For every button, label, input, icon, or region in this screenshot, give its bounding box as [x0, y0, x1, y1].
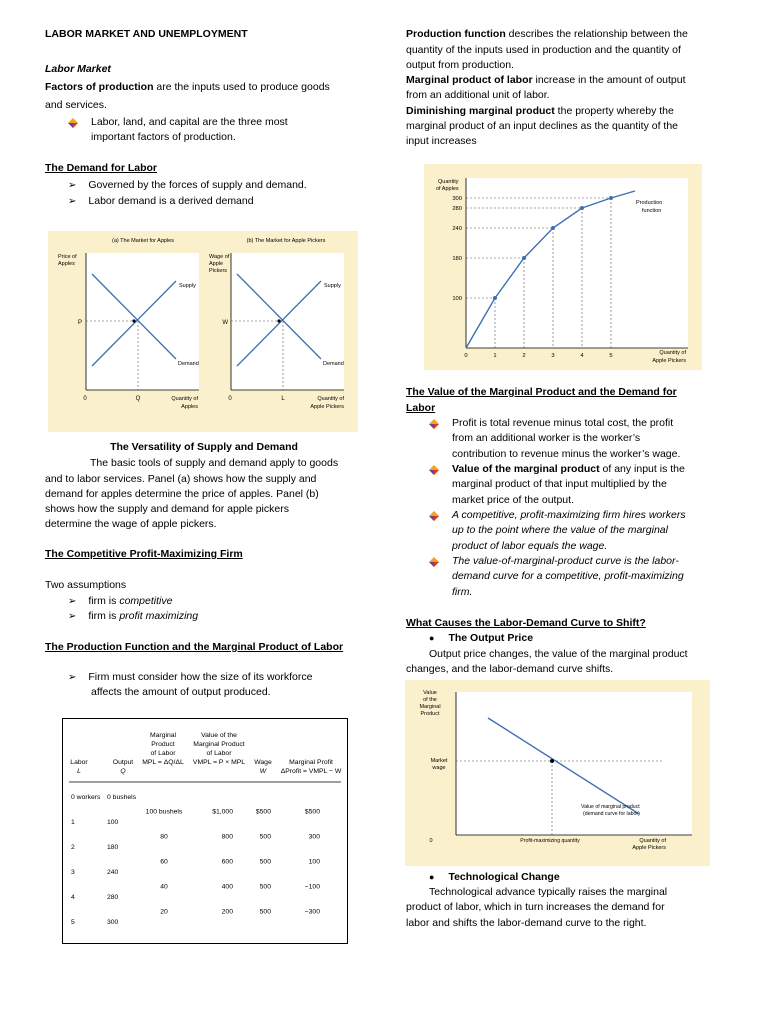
vmp-ylabel-1: Value: [423, 690, 437, 696]
header-vmpl-4: VMPL = P × MPL: [192, 759, 246, 766]
pf-ytick: 280: [452, 206, 462, 212]
table-profit-cell: −100: [304, 883, 320, 891]
header-mpl-3: of Labor: [150, 750, 176, 757]
pf-xtick: 5: [609, 353, 613, 359]
table-labor-cell: 0 workers: [71, 794, 101, 801]
table-profit-cell: 300: [308, 833, 320, 841]
vmp-bullet: Value of the marginal product of any input is the marginal product of that input multiplied by the market price of the output.: [429, 462, 729, 508]
versatility-line: shows how the supply and demand for apple pickers: [45, 503, 289, 515]
diamond-bullet-icon: [429, 511, 439, 521]
factors-definition: [45, 80, 365, 95]
vmp-demand-figure: [405, 680, 710, 866]
header-output-sym: Q: [120, 768, 126, 775]
pf-ytick: 240: [452, 226, 462, 232]
factors-bullet-2: important factors of production.: [91, 131, 236, 144]
table-vmpl-cell: 200: [221, 908, 233, 916]
panel-b-xlabel-1: Quantity of: [317, 396, 344, 402]
versatility-line: The basic tools of supply and demand apply to goods: [90, 457, 339, 469]
vmp-xlabel-1: Quantity of: [639, 838, 666, 844]
vmp-ylabel-2: of the: [423, 697, 437, 703]
output-price-title: ● The Output Price: [429, 632, 534, 644]
document-title: LABOR MARKET AND UNEMPLOYMENT: [45, 28, 248, 40]
factors-def-1: are the inputs used to produce goods: [153, 81, 330, 93]
tech-line: product of labor, which in turn increases the demand for: [406, 901, 665, 913]
panel-b-w-label: W: [222, 320, 228, 326]
pf-line: output from production.: [406, 59, 514, 71]
table-wage-cell: $500: [255, 808, 271, 816]
panel-b-zero: 0: [228, 396, 232, 402]
panel-a-ylabel-2: Apples: [58, 261, 75, 267]
pf-curve-label-2: function: [642, 208, 662, 214]
pf-xlabel-1: Quantity of: [659, 350, 686, 356]
header-vmpl-3: of Labor: [206, 750, 232, 757]
table-mpl-cell: 40: [160, 883, 168, 891]
pf-point: [609, 196, 613, 200]
arrow-bullet-icon: ➢: [68, 672, 77, 683]
pf-xtick: 2: [522, 353, 526, 359]
table-profit-cell: −300: [304, 908, 320, 916]
header-mpl-4: MPL = ΔQ/ΔL: [142, 759, 184, 766]
table-wage-cell: 500: [259, 833, 271, 841]
panel-a-xlabel-1: Quantity of: [171, 396, 198, 402]
panel-b-ylabel-3: Pickers: [209, 268, 228, 274]
table-vmpl-cell: $1,000: [212, 808, 233, 816]
market-wage-2: wage: [432, 765, 446, 771]
dmp-line: marginal product of an input declines as the quantity of the: [406, 120, 679, 132]
production-function-chart: [424, 164, 702, 370]
assumption-item: ➢ firm is profit maximizing: [68, 609, 198, 624]
header-labor: Labor: [70, 759, 88, 766]
demand-item: ➢ Labor demand is a derived demand: [68, 194, 254, 209]
table-profit-cell: 100: [308, 858, 320, 866]
production-bullet: ➢ Firm must consider how the size of its workforce: [68, 670, 312, 685]
tech-title: ● Technological Change: [429, 871, 560, 883]
vmp-ylabel-4: Product: [420, 711, 440, 717]
panel-b-demand-label: Demand: [323, 361, 344, 367]
header-wage-sym: W: [259, 768, 267, 775]
assumption-item: ➢ firm is competitive: [68, 594, 172, 609]
header-profit-2: ΔProfit = VMPL − W: [280, 768, 342, 775]
output-price-line: Output price changes, the value of the marginal product: [429, 648, 688, 660]
pf-ytick: 300: [452, 196, 462, 202]
tech-line: Technological advance typically raises the marginal: [429, 886, 668, 898]
table-output-cell: 100: [107, 819, 119, 826]
arrow-bullet-icon: ➢: [68, 180, 77, 191]
pf-point: [551, 226, 555, 230]
header-profit-1: Marginal Profit: [289, 759, 333, 766]
vmp-bullet: The value-of-marginal-product curve is the labor- demand curve for a competitive, profit-maximizing firm.: [429, 554, 729, 600]
pf-xtick: 3: [551, 353, 555, 359]
supply-demand-figure: [48, 231, 358, 432]
panel-b-l-label: L: [281, 396, 285, 402]
arrow-bullet-icon: ➢: [68, 196, 77, 207]
table-labor-cell: 2: [71, 844, 75, 851]
pf-point: [522, 256, 526, 260]
pf-ytick: 180: [452, 256, 462, 262]
panel-b-title: (b) The Market for Apple Pickers: [246, 238, 326, 244]
output-price-line: changes, and the labor-demand curve shifts.: [406, 663, 614, 675]
vmp-xlabel-2: Apple Pickers: [632, 845, 666, 851]
market-wage-1: Market: [430, 758, 448, 764]
table-profit-cell: $500: [304, 808, 320, 816]
versatility-line: and to labor services. Panel (a) shows how the supply and: [45, 473, 317, 485]
pf-xlabel-2: Apple Pickers: [652, 358, 686, 364]
panel-b-xlabel-2: Apple Pickers: [310, 404, 344, 410]
panel-a-zero: 0: [83, 396, 87, 402]
header-labor-sym: L: [77, 768, 81, 775]
table-vmpl-cell: 600: [221, 858, 233, 866]
table-labor-cell: 5: [71, 919, 75, 926]
factors-term: Factors of production: [45, 81, 154, 93]
vmp-bullet: A competitive, profit-maximizing firm hires workers up to the point where the value of the marginal product of labor equals the wage.: [429, 508, 729, 554]
diamond-bullet-icon: [429, 465, 439, 475]
dmp-line: input increases: [406, 135, 477, 147]
vmp-heading: The Value of the Marginal Product and the Demand for: [406, 386, 677, 398]
table-output-cell: 240: [107, 869, 119, 876]
production-bullet-2: affects the amount of output produced.: [91, 686, 271, 698]
dmp-definition: Diminishing marginal product the property whereby the: [406, 105, 674, 117]
pf-xtick: 1: [493, 353, 497, 359]
panel-a-title: (a) The Market for Apples: [112, 238, 174, 244]
pf-ylabel-1: Quantity: [438, 179, 459, 185]
supply-demand-chart: [48, 231, 358, 432]
pf-definition: Production function describes the relationship between the: [406, 28, 688, 40]
vmp-curve-label-2: (demand curve for labor): [583, 811, 640, 817]
production-table-svg: [63, 719, 347, 943]
production-table: [62, 718, 348, 944]
production-heading: The Production Function and the Marginal Product of Labor: [45, 641, 344, 653]
competitive-heading: The Competitive Profit-Maximizing Firm: [45, 548, 243, 560]
vmp-zero: 0: [429, 838, 433, 844]
demand-heading: The Demand for Labor: [45, 162, 158, 174]
pf-line: quantity of the inputs used in production and the quantity of: [406, 44, 681, 56]
vmp-curve-label-1: Value of marginal product: [581, 804, 640, 810]
panel-b-supply-label: Supply: [324, 283, 341, 289]
arrow-bullet-icon: ➢: [68, 596, 77, 607]
pf-xtick: 4: [580, 353, 584, 359]
vmp-heading-2: Labor: [406, 402, 436, 414]
header-wage: Wage: [254, 759, 272, 766]
diamond-bullet-icon: [429, 557, 439, 567]
two-assumptions: Two assumptions: [45, 579, 127, 591]
table-vmpl-cell: 800: [221, 833, 233, 841]
table-mpl-cell: 60: [160, 858, 168, 866]
table-vmpl-cell: 400: [221, 883, 233, 891]
panel-a-xlabel-2: Apples: [181, 404, 198, 410]
table-output-cell: 280: [107, 894, 119, 901]
vmp-demand-chart: [405, 680, 710, 866]
profit-max-quantity: Profit-maximizing quantity: [520, 838, 580, 844]
panel-b-ylabel-2: Apple: [209, 261, 224, 267]
table-wage-cell: 500: [259, 908, 271, 916]
pf-point: [580, 206, 584, 210]
versatility-line: determine the wage of apple pickers.: [45, 518, 217, 530]
pf-ylabel-2: of Apples: [436, 186, 459, 192]
factors-bullet-1: Labor, land, and capital are the three most: [91, 116, 288, 128]
pf-xtick: 0: [464, 353, 468, 359]
header-vmpl-1: Value of the: [201, 732, 237, 739]
table-output-cell: 180: [107, 844, 119, 851]
table-wage-cell: 500: [259, 883, 271, 891]
header-mpl-2: Product: [151, 741, 175, 748]
panel-a-demand-label: Demand: [178, 361, 199, 367]
vmp-ylabel-3: Marginal: [419, 704, 441, 710]
table-output-cell: 300: [107, 919, 119, 926]
table-output-cell: 0 bushels: [107, 794, 137, 801]
panel-a-q-label: Q: [135, 396, 141, 402]
pf-point: [493, 296, 497, 300]
diamond-bullet-icon: [429, 419, 439, 429]
diamond-bullet-icon: [68, 118, 78, 128]
header-vmpl-2: Marginal Product: [193, 741, 245, 748]
table-mpl-cell: 20: [160, 908, 168, 916]
labor-market-heading: Labor Market: [45, 63, 111, 75]
table-mpl-cell: 100 bushels: [145, 808, 183, 816]
panel-a-supply-label: Supply: [179, 283, 196, 289]
factors-def-2: and services.: [45, 99, 107, 111]
panel-a-p-label: P: [77, 320, 82, 326]
arrow-bullet-icon: ➢: [68, 611, 77, 622]
tech-line: labor and shifts the labor-demand curve to the right.: [406, 917, 647, 929]
table-wage-cell: 500: [259, 858, 271, 866]
mpl-definition: Marginal product of labor increase in the amount of output: [406, 74, 686, 86]
vmp-bullet: Profit is total revenue minus total cost, the profit from an additional worker is the worker’s contribution to revenue minus the worker’s wage.: [429, 416, 729, 462]
mpl-line: from an additional unit of labor.: [406, 89, 550, 101]
table-labor-cell: 4: [71, 894, 75, 901]
shift-heading: What Causes the Labor-Demand Curve to Shift?: [406, 617, 646, 629]
demand-item: ➢ Governed by the forces of supply and demand.: [68, 178, 307, 193]
factors-bullet: [68, 115, 368, 146]
pf-ytick: 100: [452, 296, 462, 302]
versatility-line: demand for apples determine the price of apples. Panel (b): [45, 488, 319, 500]
table-mpl-cell: 80: [160, 833, 168, 841]
versatility-title: The Versatility of Supply and Demand: [110, 441, 298, 453]
header-output: Output: [112, 759, 134, 766]
panel-b-ylabel-1: Wage of: [209, 254, 230, 260]
header-mpl-1: Marginal: [149, 732, 177, 739]
pf-curve-label-1: Production: [636, 200, 663, 206]
production-function-figure: [424, 164, 702, 370]
panel-a-ylabel-1: Price of: [58, 254, 77, 260]
table-labor-cell: 3: [71, 869, 75, 876]
table-labor-cell: 1: [71, 819, 75, 826]
